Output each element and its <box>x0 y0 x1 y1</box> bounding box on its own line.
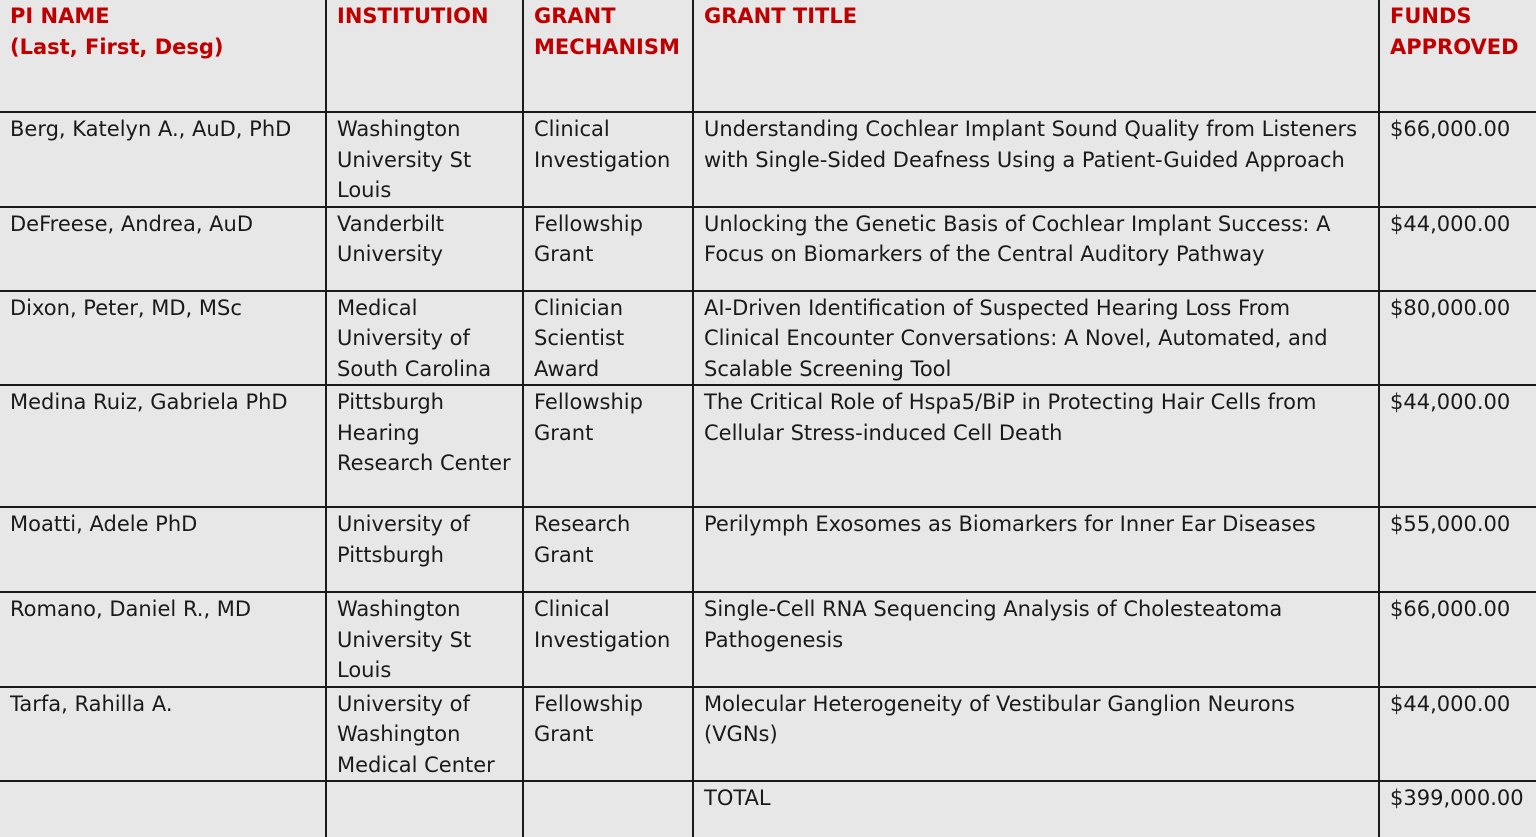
cell-institution: Washington University St Louis <box>326 592 523 687</box>
cell-grant-title: Understanding Cochlear Implant Sound Quality from Listeners with Single-Sided Deafness Using a Patient-Guided Approach <box>693 112 1379 207</box>
table-row <box>0 592 1536 687</box>
cell-grant-title: Perilymph Exosomes as Biomarkers for Inner Ear Diseases <box>693 507 1379 592</box>
table-row <box>0 385 1536 507</box>
cell-mechanism: Clinical Investigation <box>523 112 693 207</box>
cell-pi-name: Medina Ruiz, Gabriela PhD <box>0 385 326 507</box>
cell-pi-name: Dixon, Peter, MD, MSc <box>0 291 326 386</box>
header-grant-title <box>693 0 1379 112</box>
cell-pi-name: Tarfa, Rahilla A. <box>0 687 326 782</box>
header-pi-name-line-1: PI NAME <box>10 4 110 28</box>
header-funds-approved <box>1379 0 1536 112</box>
cell-empty <box>523 781 693 837</box>
table-row <box>0 507 1536 592</box>
cell-mechanism: Fellowship Grant <box>523 385 693 507</box>
cell-grant-title: Single-Cell RNA Sequencing Analysis of Cholesteatoma Pathogenesis <box>693 592 1379 687</box>
cell-funds: $80,000.00 <box>1379 291 1536 386</box>
header-funds-line-1: FUNDS <box>1390 4 1472 28</box>
table-row <box>0 291 1536 386</box>
cell-institution: Pittsburgh Hearing Research Center <box>326 385 523 507</box>
cell-empty <box>326 781 523 837</box>
cell-funds: $44,000.00 <box>1379 207 1536 291</box>
total-label: TOTAL <box>693 781 1379 837</box>
cell-grant-title: The Critical Role of Hspa5/BiP in Protecting Hair Cells from Cellular Stress-induced Cell Death <box>693 385 1379 507</box>
header-institution <box>326 0 523 112</box>
cell-mechanism: Fellowship Grant <box>523 687 693 782</box>
header-institution-line-1: INSTITUTION <box>337 4 489 28</box>
cell-pi-name: Moatti, Adele PhD <box>0 507 326 592</box>
header-title-line-1: GRANT TITLE <box>704 4 858 28</box>
cell-institution: Washington University St Louis <box>326 112 523 207</box>
cell-mechanism: Fellowship Grant <box>523 207 693 291</box>
cell-grant-title: Unlocking the Genetic Basis of Cochlear Implant Success: A Focus on Biomarkers of the Central Auditory Pathway <box>693 207 1379 291</box>
table-row <box>0 207 1536 291</box>
cell-mechanism: Research Grant <box>523 507 693 592</box>
cell-institution: University of Pittsburgh <box>326 507 523 592</box>
total-row <box>0 781 1536 837</box>
cell-mechanism: Clinician Scientist Award <box>523 291 693 386</box>
total-amount: $399,000.00 <box>1379 781 1536 837</box>
header-pi-name <box>0 0 326 112</box>
cell-institution: University of Washington Medical Center <box>326 687 523 782</box>
cell-grant-title: AI-Driven Identification of Suspected Hearing Loss From Clinical Encounter Conversations: A Novel, Automated, and Scalable Screening Tool <box>693 291 1379 386</box>
header-funds-line-2: APPROVED <box>1390 34 1519 59</box>
cell-funds: $55,000.00 <box>1379 507 1536 592</box>
cell-pi-name: DeFreese, Andrea, AuD <box>0 207 326 291</box>
header-mechanism-line-1: GRANT <box>534 4 616 28</box>
cell-grant-title: Molecular Heterogeneity of Vestibular Ganglion Neurons (VGNs) <box>693 687 1379 782</box>
cell-institution: Medical University of South Carolina <box>326 291 523 386</box>
cell-funds: $66,000.00 <box>1379 592 1536 687</box>
cell-empty <box>0 781 326 837</box>
cell-pi-name: Romano, Daniel R., MD <box>0 592 326 687</box>
cell-funds: $44,000.00 <box>1379 385 1536 507</box>
cell-institution: Vanderbilt University <box>326 207 523 291</box>
table-row <box>0 687 1536 782</box>
cell-funds: $44,000.00 <box>1379 687 1536 782</box>
table-row <box>0 112 1536 207</box>
header-grant-mechanism <box>523 0 693 112</box>
cell-mechanism: Clinical Investigation <box>523 592 693 687</box>
cell-pi-name: Berg, Katelyn A., AuD, PhD <box>0 112 326 207</box>
cell-funds: $66,000.00 <box>1379 112 1536 207</box>
table-header-row <box>0 0 1536 112</box>
header-pi-name-line-2: (Last, First, Desg) <box>10 34 224 59</box>
header-mechanism-line-2: MECHANISM <box>534 34 680 59</box>
